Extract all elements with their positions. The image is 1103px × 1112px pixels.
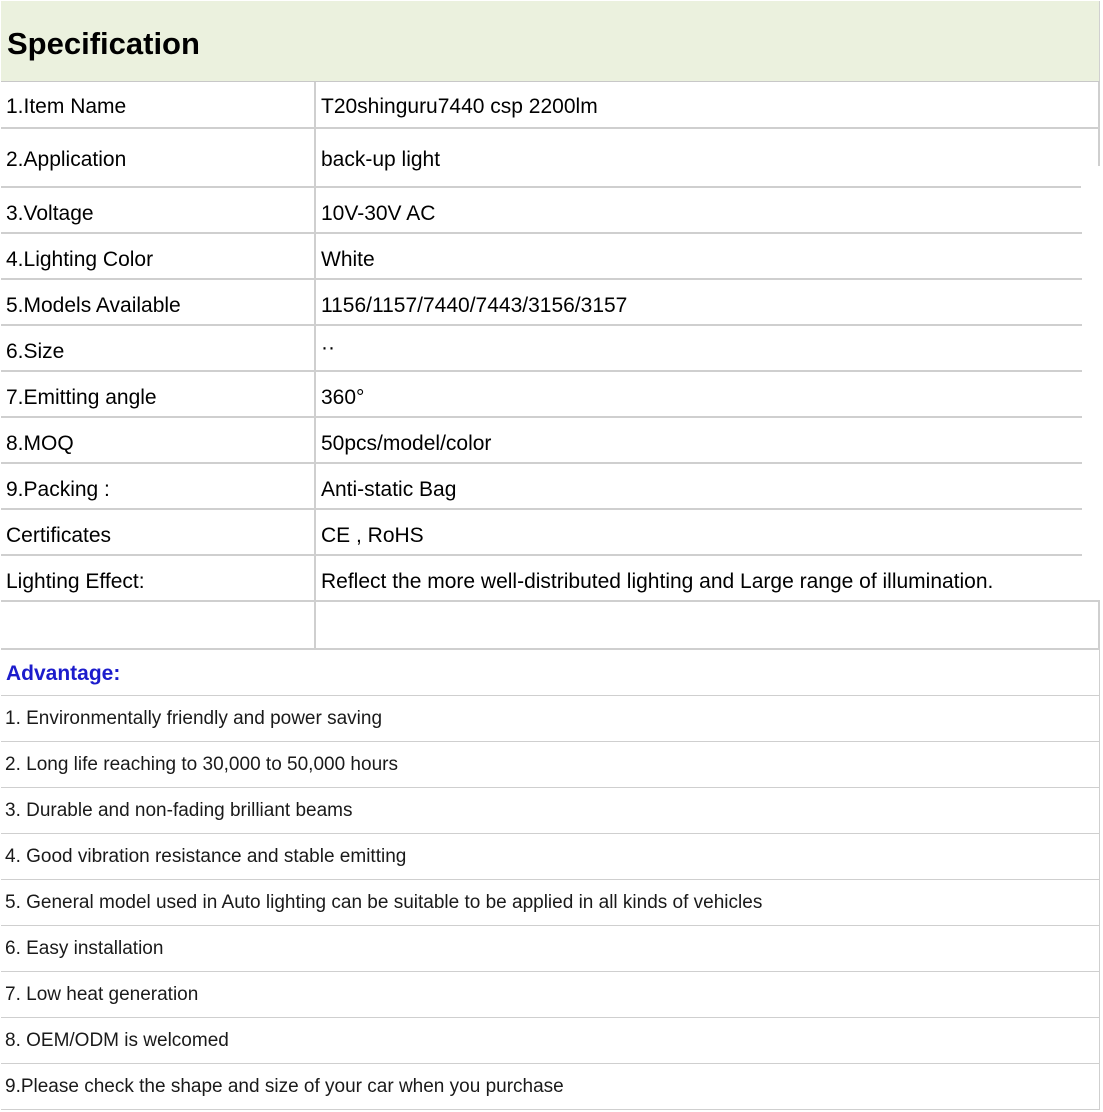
spec-value-cell: [316, 372, 1082, 416]
spec-value-cell: [316, 129, 1081, 188]
spec-row-emitting-angle: [1, 372, 1082, 418]
spec-row-size: [1, 326, 1082, 372]
spec-label: 3.Voltage: [6, 202, 94, 225]
spec-label-cell: [1, 510, 316, 554]
spec-value: Anti-static Bag: [321, 478, 457, 501]
spec-value-cell: [316, 464, 1082, 508]
spec-label-cell: [1, 372, 316, 416]
spec-row-lighting-effect: [1, 556, 1100, 602]
spec-value-cell: [316, 280, 1082, 324]
spec-value-cell: [316, 82, 1098, 127]
spec-label: 1.Item Name: [6, 95, 127, 118]
spec-value: White: [321, 248, 375, 271]
spec-value-cell: [316, 188, 1082, 232]
advantage-item-text: 5. General model used in Auto lighting can be suitable to be applied in all kinds of vehicles: [5, 892, 763, 913]
spec-label: 5.Models Available: [6, 294, 181, 317]
spec-row-models-available: [1, 280, 1082, 326]
spec-row-packing: [1, 464, 1082, 510]
advantage-item: [1, 742, 1100, 788]
spec-value-cell: [316, 510, 1082, 554]
spec-label-cell: [1, 129, 316, 188]
advantage-item: [1, 834, 1100, 880]
specification-title: Specification: [7, 26, 200, 61]
advantage-item-text: 3. Durable and non-fading brilliant beams: [5, 800, 353, 821]
spec-row-item-name: [1, 82, 1100, 129]
spec-label-cell: [1, 326, 316, 370]
spec-row-certificates: [1, 510, 1082, 556]
advantage-item: [1, 926, 1100, 972]
spec-label-cell: [1, 602, 316, 648]
advantage-item-text: 7. Low heat generation: [5, 984, 199, 1005]
advantage-item: [1, 880, 1100, 926]
advantage-title: Advantage:: [6, 662, 121, 685]
spec-row-application: [1, 129, 1100, 188]
spec-label: 9.Packing :: [6, 478, 110, 501]
spec-row-lighting-color: [1, 234, 1082, 280]
specification-header: [1, 1, 1100, 82]
spec-label-cell: [1, 234, 316, 278]
advantage-title-row: [1, 650, 1100, 696]
spec-value: 360°: [321, 386, 365, 409]
advantage-item-text: 6. Easy installation: [5, 938, 164, 959]
advantage-item: [1, 1018, 1100, 1064]
spec-row-empty: [1, 602, 1100, 650]
spec-label: Certificates: [6, 524, 112, 547]
spec-label-cell: [1, 556, 316, 600]
spec-label-cell: [1, 188, 316, 232]
spec-value-cell: [316, 602, 1098, 648]
advantage-item: [1, 788, 1100, 834]
advantage-item: [1, 972, 1100, 1018]
spec-value: 10V-30V AC: [321, 202, 436, 225]
spec-value: CE , RoHS: [321, 524, 424, 547]
spec-value: ··: [321, 336, 335, 359]
spec-label-cell: [1, 418, 316, 462]
spec-value: T20shinguru7440 csp 2200lm: [321, 95, 598, 118]
spec-right-border: [1098, 129, 1100, 166]
advantage-item-text: 2. Long life reaching to 30,000 to 50,000 hours: [5, 754, 398, 775]
spec-label: 8.MOQ: [6, 432, 74, 455]
advantage-item-text: 8. OEM/ODM is welcomed: [5, 1030, 229, 1051]
spec-label: 4.Lighting Color: [6, 248, 154, 271]
spec-value-cell: [316, 556, 1100, 600]
advantage-item: [1, 1064, 1100, 1110]
advantage-item-text: 1. Environmentally friendly and power saving: [5, 708, 383, 729]
spec-value-cell: [316, 418, 1082, 462]
spec-row-moq: [1, 418, 1082, 464]
advantage-item-text: 9.Please check the shape and size of your car when you purchase: [5, 1076, 564, 1097]
spec-value: back-up light: [321, 148, 441, 171]
spec-row-voltage: [1, 188, 1082, 234]
spec-value-cell: [316, 234, 1082, 278]
advantage-item: [1, 696, 1100, 742]
spec-value: Reflect the more well-distributed lighting and Large range of illumination.: [321, 570, 994, 593]
spec-label: 7.Emitting angle: [6, 386, 157, 409]
advantage-item-text: 4. Good vibration resistance and stable emitting: [5, 846, 407, 867]
spec-label-cell: [1, 82, 316, 127]
spec-label: 6.Size: [6, 340, 65, 363]
spec-label-cell: [1, 464, 316, 508]
spec-value: 50pcs/model/color: [321, 432, 492, 455]
spec-label-cell: [1, 280, 316, 324]
spec-value: 1156/1157/7440/7443/3156/3157: [321, 294, 628, 317]
spec-label: 2.Application: [6, 148, 127, 171]
spec-label: Lighting Effect:: [6, 570, 145, 593]
spec-value-cell: [316, 326, 1082, 370]
